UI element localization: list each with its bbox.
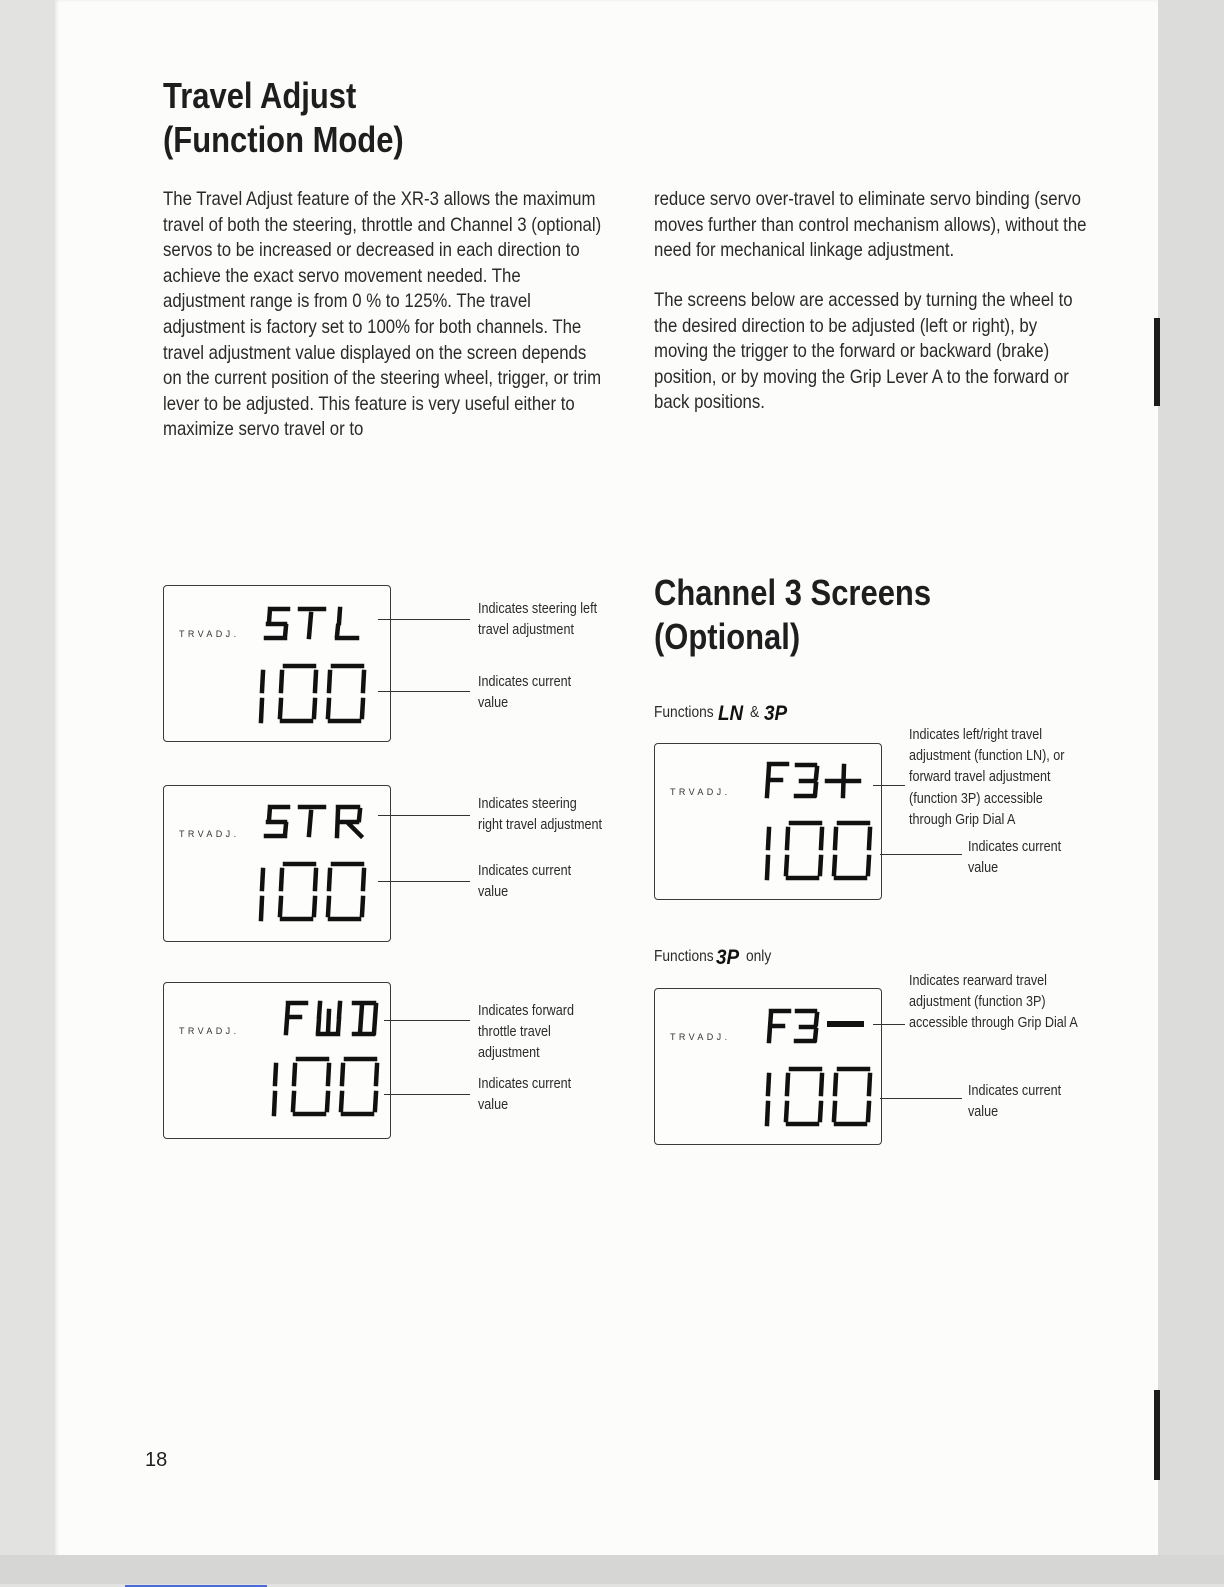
lcd-char-3 (796, 765, 817, 796)
callout-leader (880, 854, 962, 855)
lcd-digit-1 (261, 870, 263, 919)
callout-function-str: Indicates steering right travel adjustment (478, 795, 602, 834)
callout-leader (873, 785, 905, 786)
lcd-char-d (354, 1003, 376, 1034)
lcd-segment-display (164, 586, 392, 743)
function-code-3p: 3P (716, 946, 740, 969)
page-title (163, 74, 404, 162)
page-number: 18 (145, 1449, 168, 1471)
callout-leader (378, 619, 470, 620)
callout-leader (378, 691, 470, 692)
lcd-screen-str (163, 785, 391, 942)
scan-edge-right (1158, 0, 1224, 1584)
lcd-digit-0b (834, 1069, 870, 1124)
lcd-digit-1 (261, 672, 263, 721)
functions-only: only (746, 948, 772, 965)
lcd-mode-tag: TRVADJ. (179, 1026, 240, 1036)
lcd-mode-tag: TRVADJ. (179, 629, 240, 639)
intro-paragraph-left: The Travel Adjust feature of the XR-3 allows the maximum travel of both the steering, throttle and Channel 3 (optional) servos to be increased or decreased in each direction to achieve the exact servo movement needed. The adjustment range is from 0 % to 125%. The travel adjustment is factory set to 100% for both channels. The travel adjustment value displayed on the screen depends on the current position of the steering wheel, trigger, or trim lever to be adjusted. This feature is very useful either to maximize servo travel or to (163, 188, 602, 441)
scan-edge-bottom (0, 1555, 1224, 1584)
lcd-segment-display (655, 744, 883, 901)
lcd-screen-fwd (163, 982, 391, 1139)
callout-value-stl: Indicates current value (478, 673, 572, 712)
lcd-char-t (300, 609, 324, 637)
function-code-ln: LN (718, 702, 744, 725)
callout-value-fwd: Indicates current value (478, 1075, 572, 1114)
intro-paragraph-right-1: reduce servo over-travel to eliminate servo binding (servo moves further than control mechanism allows), without the need for mechanical linkage adjustment. (654, 188, 1087, 262)
lcd-char-plus (827, 766, 859, 796)
lcd-char-l (337, 609, 357, 638)
functions-amp: & (750, 704, 760, 721)
functions-label: Functions (654, 948, 714, 965)
callout-leader (873, 1024, 905, 1025)
lcd-screen-f3-plus (654, 743, 882, 900)
function-code-3p: 3P (764, 702, 788, 725)
scan-edge-mark (1154, 1390, 1160, 1480)
channel3-title-line-2: (Optional) (654, 616, 801, 657)
callout-function-fwd: Indicates forward throttle travel adjustment (478, 1002, 574, 1062)
callout-function-f3-minus: Indicates rearward travel adjustment (function 3P) accessible through Grip Dial A (909, 972, 1078, 1032)
callout-leader (378, 815, 470, 816)
lcd-char-f (767, 764, 787, 796)
channel3-title-line-1: Channel 3 Screens (654, 572, 932, 613)
lcd-char-w (318, 1003, 340, 1034)
lcd-mode-tag: TRVADJ. (670, 787, 731, 797)
lcd-char-f (769, 1011, 789, 1041)
lcd-digit-0b (328, 864, 364, 919)
lcd-digit-1 (767, 829, 769, 878)
callout-leader (384, 1094, 470, 1095)
intro-paragraph-right-2: The screens below are accessed by turning the wheel to the desired direction to be adjusted (left or right), by moving the trigger to the forward or backward (brake) position, or by moving the Grip Lever A to the forward or back positions. (654, 289, 1073, 414)
lcd-digit-0a (280, 864, 316, 919)
lcd-char-s (266, 609, 288, 638)
lcd-char-s (266, 807, 288, 836)
callout-leader (384, 1020, 470, 1021)
lcd-char-r (337, 807, 361, 836)
functions-label: Functions (654, 704, 714, 721)
lcd-char-t (300, 807, 324, 835)
lcd-digit-0a (786, 823, 822, 878)
callout-leader (880, 1098, 962, 1099)
lcd-digit-1 (274, 1065, 276, 1114)
callout-function-stl: Indicates steering left travel adjustment (478, 600, 598, 639)
lcd-mode-tag: TRVADJ. (179, 829, 240, 839)
callout-leader (378, 881, 470, 882)
page-title-line-1: Travel Adjust (163, 75, 357, 116)
channel3-title (654, 571, 931, 659)
lcd-char-f (286, 1003, 306, 1033)
lcd-digit-0b (328, 666, 364, 721)
page-title-line-2: (Function Mode) (163, 119, 404, 160)
lcd-char-3 (796, 1011, 817, 1041)
scan-edge-mark (1154, 318, 1160, 406)
lcd-digit-0a (280, 666, 316, 721)
lcd-segment-display (655, 989, 883, 1146)
lcd-screen-stl (163, 585, 391, 742)
lcd-digit-0a (293, 1059, 329, 1114)
lcd-segment-display (164, 786, 392, 943)
lcd-digit-0b (834, 823, 870, 878)
callout-function-f3-plus: Indicates left/right travel adjustment (function LN), or forward travel adjustment (function 3P) accessible through Grip Dial A (909, 726, 1065, 828)
lcd-screen-f3-minus (654, 988, 882, 1145)
callout-value-f3-minus: Indicates current value (968, 1082, 1062, 1121)
lcd-mode-tag: TRVADJ. (670, 1032, 731, 1042)
lcd-digit-0b (341, 1059, 377, 1114)
lcd-segment-display (164, 983, 392, 1140)
callout-value-f3-plus: Indicates current value (968, 838, 1062, 877)
callout-value-str: Indicates current value (478, 862, 572, 901)
lcd-digit-1 (767, 1075, 769, 1124)
lcd-digit-0a (786, 1069, 822, 1124)
